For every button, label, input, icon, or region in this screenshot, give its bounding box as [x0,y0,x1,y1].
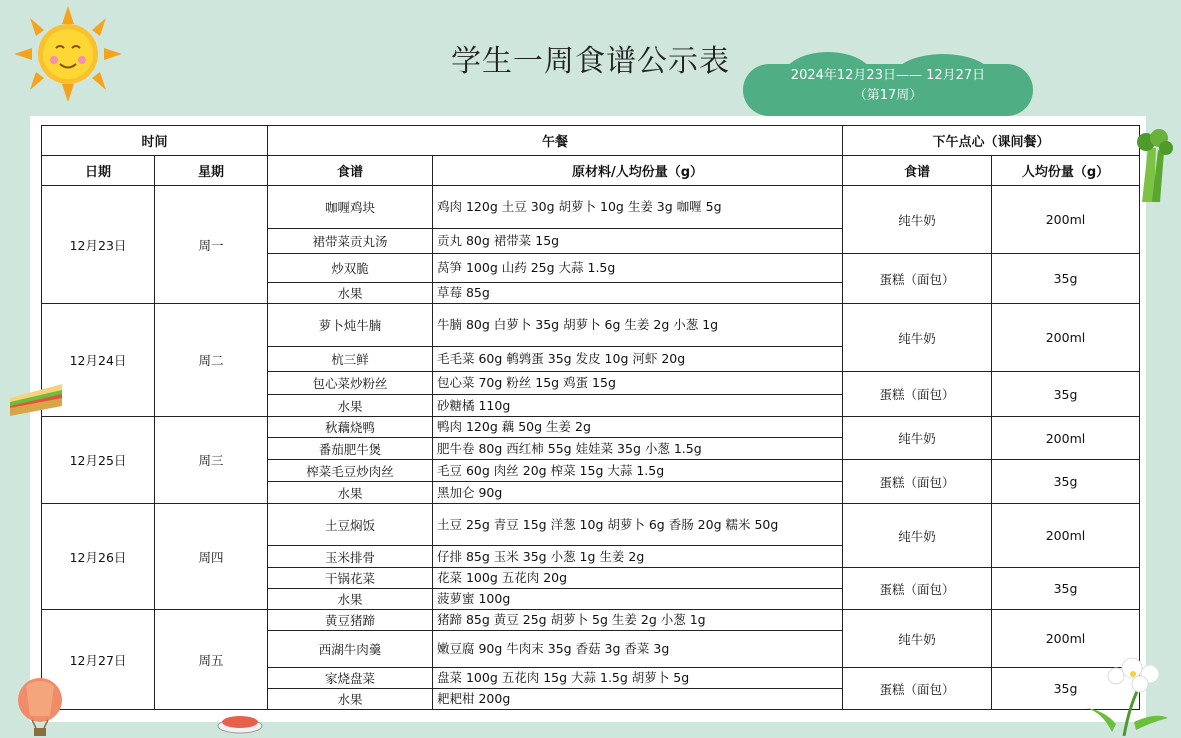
snack-header: 下午点心（课间餐） [843,126,1140,156]
dish-ingredients: 毛毛菜 60g 鹌鹑蛋 35g 发皮 10g 河虾 20g [433,347,843,372]
dish-name: 家烧盘菜 [268,668,433,689]
dish-name: 土豆焖饭 [268,504,433,546]
dish-name: 干锅花菜 [268,568,433,589]
date-range-text: 2024年12月23日—— 12月27日 [790,68,986,83]
snack-recipe-header: 食谱 [843,156,992,186]
flower-illustration [1072,652,1178,736]
dish-ingredients: 黑加仑 90g [433,482,843,504]
dish-ingredients: 莴笋 100g 山药 25g 大蒜 1.5g [433,254,843,283]
dish-ingredients: 贡丸 80g 裙带菜 15g [433,229,843,254]
page-title: 学生一周食谱公示表 [451,44,730,79]
dish-name: 萝卜炖牛腩 [268,304,433,347]
dish-ingredients: 耙耙柑 200g [433,689,843,710]
dish-name: 包心菜炒粉丝 [268,372,433,395]
sandwich-illustration [6,378,66,416]
snack-name: 蛋糕（面包） [843,668,992,710]
dish-name: 裙带菜贡丸汤 [268,229,433,254]
dish-ingredients: 包心菜 70g 粉丝 15g 鸡蛋 15g [433,372,843,395]
recipe-header: 食谱 [268,156,433,186]
date-cell: 12月23日 [42,186,155,304]
dish-ingredients: 肥牛卷 80g 西红柿 55g 娃娃菜 35g 小葱 1.5g [433,438,843,460]
snack-portion: 200ml [992,504,1140,568]
weekday-cell: 周三 [155,417,268,504]
snack-name: 纯牛奶 [843,186,992,254]
dish-ingredients: 仔排 85g 玉米 35g 小葱 1g 生姜 2g [433,546,843,568]
dish-name: 玉米排骨 [268,546,433,568]
snack-portion: 35g [992,254,1140,304]
snack-portion: 35g [992,460,1140,504]
dish-ingredients: 盘菜 100g 五花肉 15g 大蒜 1.5g 胡萝卜 5g [433,668,843,689]
dish-name: 西湖牛肉羹 [268,631,433,668]
dish-name: 番茄肥牛煲 [268,438,433,460]
snack-portion: 35g [992,372,1140,417]
dish-ingredients: 嫩豆腐 90g 牛肉末 35g 香菇 3g 香菜 3g [433,631,843,668]
weekday-cell: 周五 [155,610,268,710]
snack-portion: 200ml [992,610,1140,668]
snack-name: 蛋糕（面包） [843,460,992,504]
dish-name: 黄豆猪蹄 [268,610,433,631]
dish-name: 炒双脆 [268,254,433,283]
dish-name: 杭三鲜 [268,347,433,372]
table-row [42,610,1140,631]
lunch-header: 午餐 [268,126,843,156]
table-row [42,304,1140,347]
date-cell: 12月26日 [42,504,155,610]
time-header: 时间 [42,126,268,156]
celery-illustration [1128,128,1176,204]
weekday-cell: 周一 [155,186,268,304]
dish-ingredients: 土豆 25g 青豆 15g 洋葱 10g 胡萝卜 6g 香肠 20g 糯米 50g [433,504,843,546]
snack-name: 蛋糕（面包） [843,568,992,610]
dish-ingredients: 花菜 100g 五花肉 20g [433,568,843,589]
table-row [42,186,1140,229]
snack-name: 蛋糕（面包） [843,372,992,417]
date-cell: 12月27日 [42,610,155,710]
weekly-menu-table [41,125,1140,710]
snack-portion: 200ml [992,304,1140,372]
table-row [42,417,1140,438]
dish-name: 水果 [268,482,433,504]
dish-ingredients: 砂糖橘 110g [433,395,843,417]
snack-name: 纯牛奶 [843,610,992,668]
snack-portion: 35g [992,568,1140,610]
snack-portion-header: 人均份量（g） [992,156,1140,186]
table-row [42,504,1140,546]
dish-ingredients: 鸡肉 120g 土豆 30g 胡萝卜 10g 生姜 3g 咖喱 5g [433,186,843,229]
weekday-cell: 周四 [155,504,268,610]
week-number: （第17周） [853,88,923,103]
dish-ingredients: 猪蹄 85g 黄豆 25g 胡萝卜 5g 生姜 2g 小葱 1g [433,610,843,631]
dish-ingredients: 毛豆 60g 肉丝 20g 榨菜 15g 大蒜 1.5g [433,460,843,482]
snack-portion: 200ml [992,417,1140,460]
dish-ingredients: 菠萝蜜 100g [433,589,843,610]
snack-name: 蛋糕（面包） [843,254,992,304]
dish-ingredients: 牛腩 80g 白萝卜 35g 胡萝卜 6g 生姜 2g 小葱 1g [433,304,843,347]
date-cell: 12月25日 [42,417,155,504]
dish-name: 榨菜毛豆炒肉丝 [268,460,433,482]
sushi-illustration [216,710,264,734]
dish-name: 水果 [268,283,433,304]
hot-air-balloon-illustration [12,676,68,738]
ingredients-header: 原材料/人均份量（g） [433,156,843,186]
dish-name: 咖喱鸡块 [268,186,433,229]
dish-name: 水果 [268,395,433,417]
snack-name: 纯牛奶 [843,417,992,460]
dish-name: 秋藕烧鸭 [268,417,433,438]
snack-name: 纯牛奶 [843,504,992,568]
snack-portion: 35g [992,668,1140,710]
snack-portion: 200ml [992,186,1140,254]
dish-ingredients: 鸭肉 120g 藕 50g 生姜 2g [433,417,843,438]
weekday-cell: 周二 [155,304,268,417]
dish-ingredients: 草莓 85g [433,283,843,304]
date-cell: 12月24日 [42,304,155,417]
snack-name: 纯牛奶 [843,304,992,372]
dish-name: 水果 [268,589,433,610]
date-header: 日期 [42,156,155,186]
dish-name: 水果 [268,689,433,710]
date-range-cloud [743,58,1033,120]
weekday-header: 星期 [155,156,268,186]
